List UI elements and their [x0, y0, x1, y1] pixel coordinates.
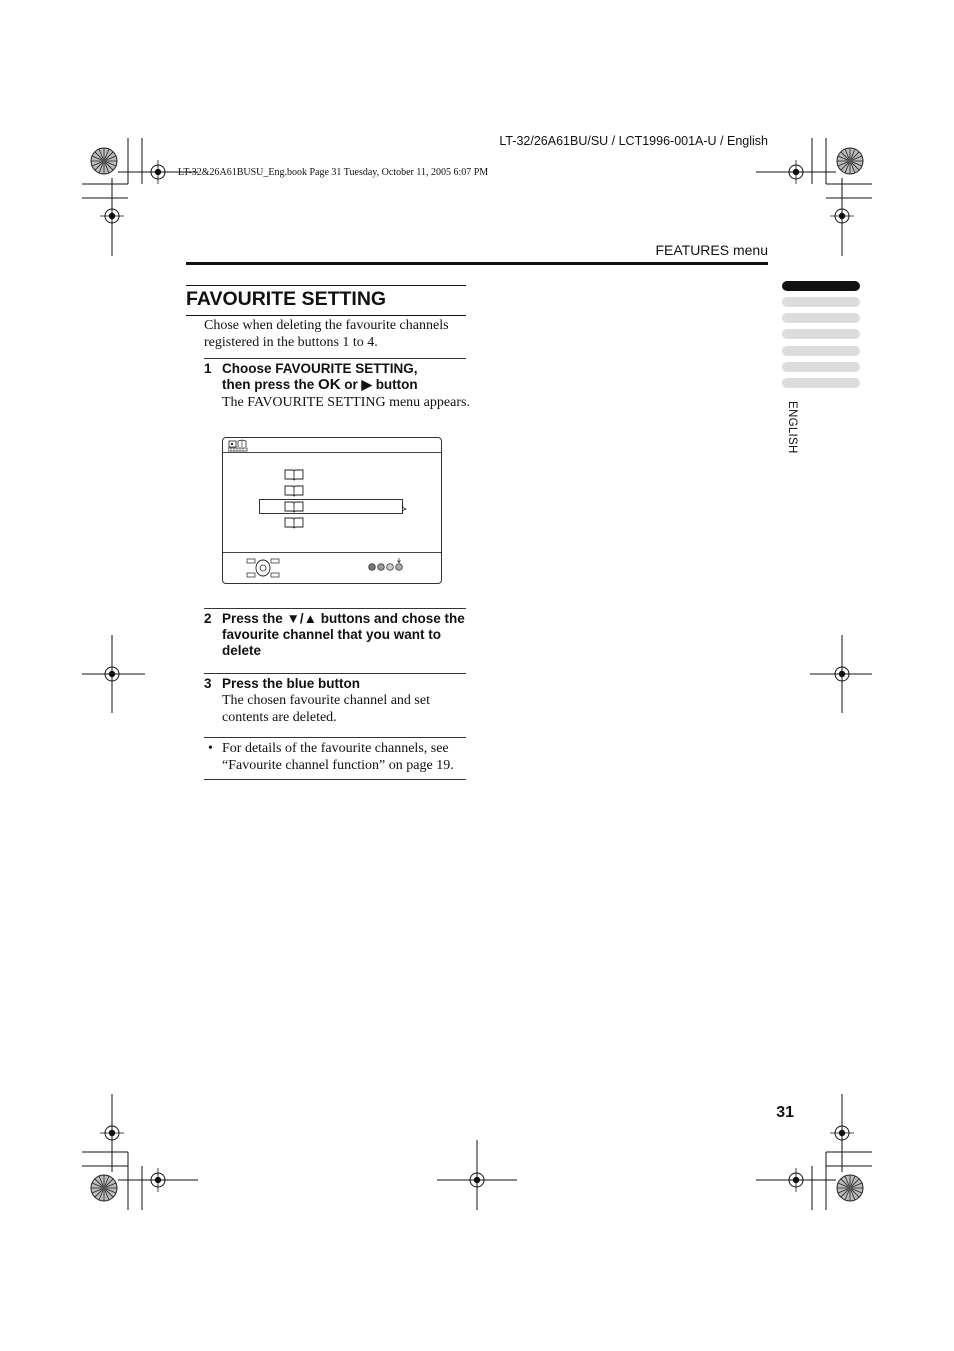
step-1-heading-d: button [371, 377, 418, 392]
page-title: FAVOURITE SETTING [186, 288, 387, 310]
step-1-heading-c: or [340, 377, 362, 392]
title-rule [186, 285, 466, 286]
favourite-book-icon [284, 501, 304, 513]
divider [204, 779, 466, 780]
language-tab-active [782, 281, 860, 291]
note-text: For details of the favourite channels, see “Favourite channel function” on page 19. [222, 741, 454, 773]
divider [204, 608, 466, 609]
language-tab [782, 346, 860, 356]
favourite-book-icon [284, 469, 304, 481]
header-rule [186, 262, 768, 265]
language-tab [782, 313, 860, 323]
intro-text: Chose when deleting the favourite channels registered in the buttons 1 to 4. [204, 318, 449, 350]
page-number: 31 [776, 1104, 794, 1121]
step-2-heading-b: buttons and chose the favourite channel that you want to delete [222, 611, 465, 658]
step-1-heading-a: Choose FAVOURITE SETTING, [222, 361, 418, 376]
step-1-body: The FAVOURITE SETTING menu appears. [222, 395, 470, 410]
osd-footer-rule [223, 552, 441, 553]
language-label: ENGLISH [786, 401, 798, 454]
language-tab [782, 297, 860, 307]
step-3-heading: Press the blue button [222, 676, 361, 691]
color-buttons-icon [367, 557, 407, 573]
step-2-number: 2 [204, 611, 212, 626]
remote-dpad-icon [246, 557, 280, 579]
model-header: LT-32/26A61BU/SU / LCT1996-001A-U / English [499, 134, 768, 148]
step-1-number: 1 [204, 361, 212, 376]
step-2-heading [222, 611, 472, 659]
right-arrow-icon: ▶ [361, 377, 372, 392]
osd-header-rule [223, 452, 441, 453]
section-label: FEATURES menu [655, 242, 768, 258]
language-tab [782, 378, 860, 388]
language-tab [782, 329, 860, 339]
step-3-body: The chosen favourite channel and set contents are deleted. [222, 693, 430, 725]
note-bullet: • [208, 741, 213, 756]
title-rule [186, 315, 466, 316]
step-1-heading [222, 361, 472, 393]
osd-selected-row [259, 499, 403, 514]
down-up-arrows-icon: ▼/▲ [286, 611, 318, 626]
step-1-heading-b: then press the [222, 377, 319, 392]
ok-button-glyph: OK [318, 376, 341, 393]
favourite-book-icon [284, 517, 304, 529]
language-tab [782, 362, 860, 372]
divider [204, 673, 466, 674]
step-3-number: 3 [204, 676, 212, 691]
favourite-setting-osd-illustration [222, 437, 442, 584]
step-2-heading-a: Press the [222, 611, 287, 626]
divider [204, 737, 466, 738]
favourite-book-icon [284, 485, 304, 497]
tv-menu-icon [228, 439, 248, 452]
selection-marker-icon [401, 506, 407, 512]
divider [204, 358, 466, 359]
book-info-line: LT-32&26A61BUSU_Eng.book Page 31 Tuesday, October 11, 2005 6:07 PM [178, 167, 489, 178]
